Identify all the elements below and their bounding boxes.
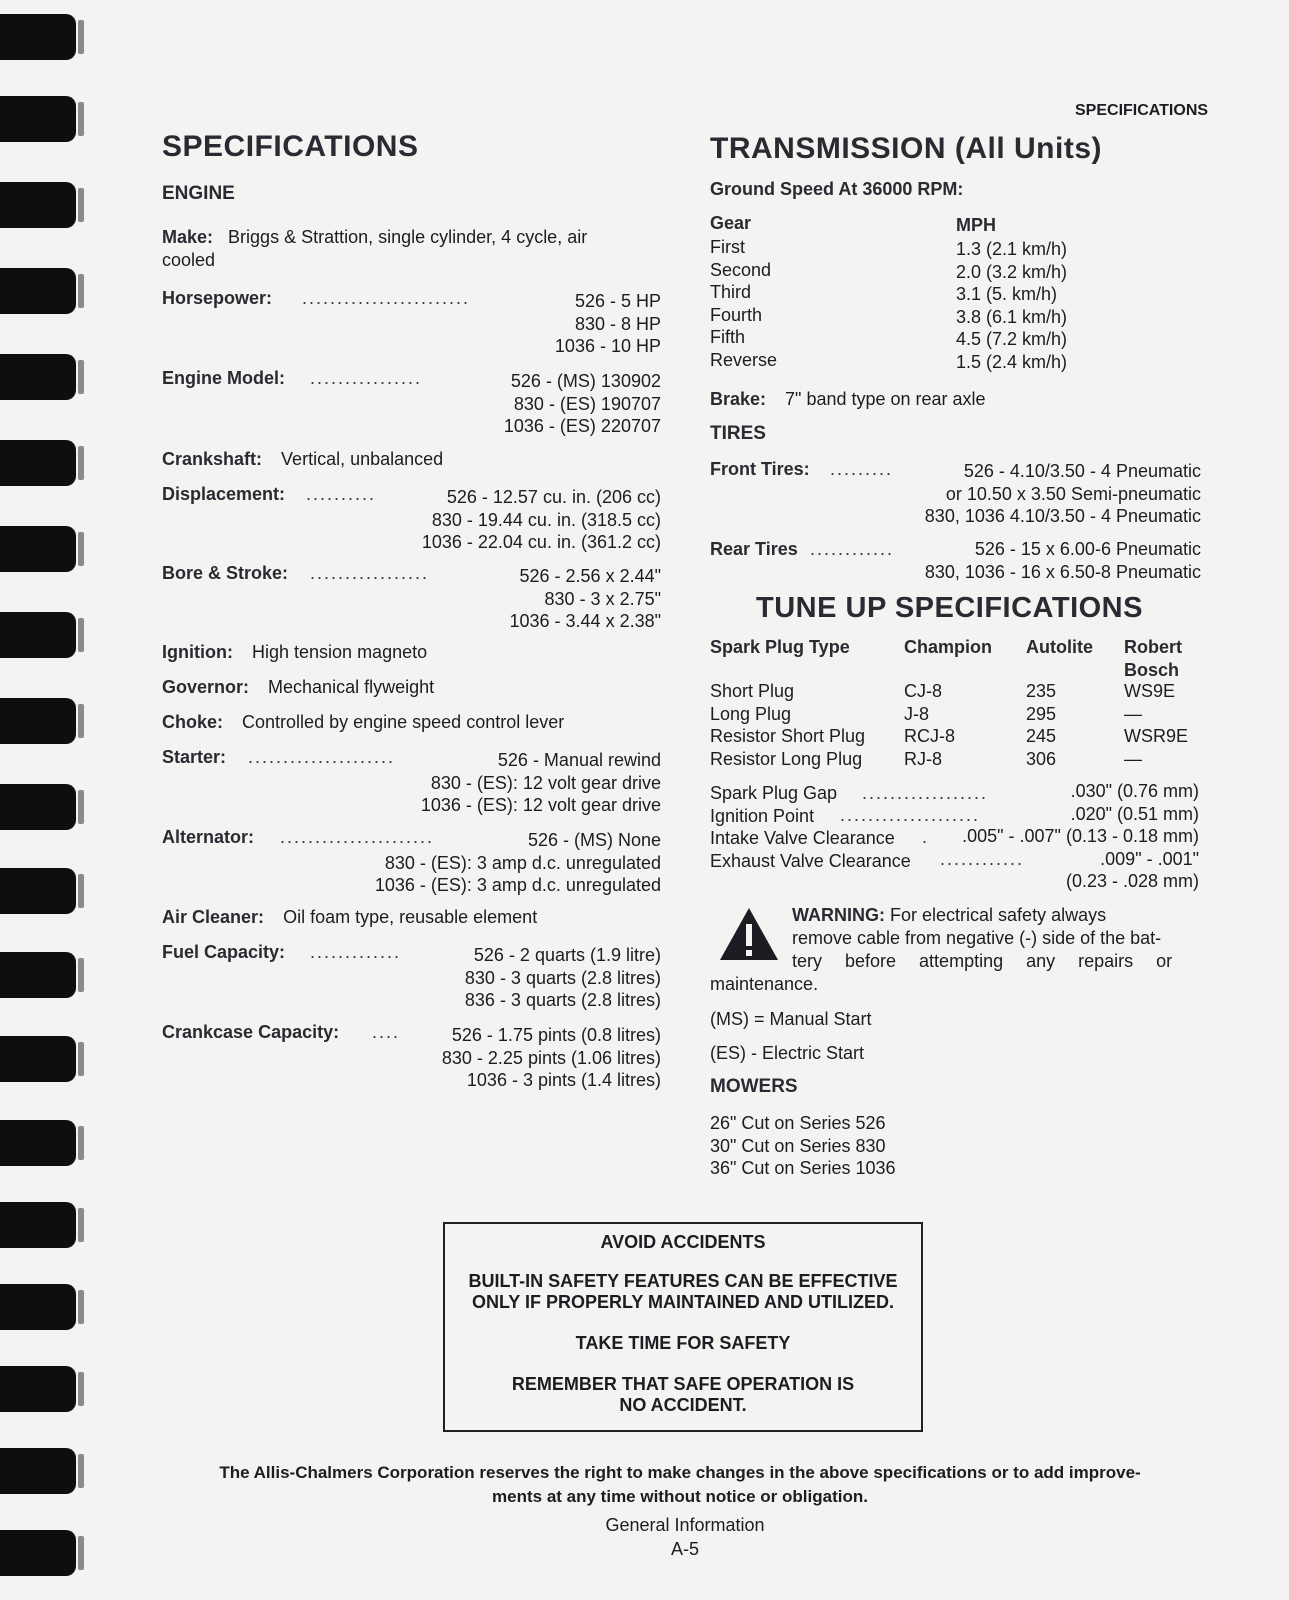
ignition-label: Ignition: (162, 642, 233, 662)
choke-value: Controlled by engine speed control lever (242, 712, 565, 732)
page-title: SPECIFICATIONS (162, 130, 419, 163)
spec-value: 526 - 2.56 x 2.44" (519, 566, 661, 586)
binding-ring (0, 612, 76, 658)
binding-ring (0, 96, 76, 142)
binding-ring (0, 1284, 76, 1330)
spec-value: 526 - 15 x 6.00-6 Pneumatic (974, 539, 1201, 559)
binding-ring (0, 868, 76, 914)
brake-label: Brake: (710, 389, 767, 409)
binding-ring (0, 952, 76, 998)
leader-dots: .......... (306, 484, 377, 504)
es-note: (ES) - Electric Start (710, 1043, 865, 1063)
make-spec (162, 226, 662, 271)
list-item: 30" Cut on Series 830 (710, 1135, 886, 1156)
warning-line: tery before attempting any repairs or (792, 951, 1173, 971)
binding-ring (0, 784, 76, 830)
fuel-capacity-label: Fuel Capacity: (162, 942, 286, 962)
spec-value: 836 - 3 quarts (2.8 litres) (464, 990, 661, 1010)
leader-dots: ............ (940, 849, 1025, 869)
bosch-header (1124, 636, 1182, 681)
table-cell: RCJ-8 (904, 726, 956, 746)
ground-speed-heading: Ground Speed At 36000 RPM: (710, 179, 964, 199)
front-tires-label: Front Tires: (710, 459, 810, 479)
disclaimer-line: The Allis-Chalmers Corporation reserves the right to make changes in the above specifications or to add improve- (219, 1463, 1141, 1482)
spec-value: 526 - 12.57 cu. in. (206 cc) (446, 487, 661, 507)
tuneup-title: TUNE UP SPECIFICATIONS (756, 592, 1143, 624)
crankcase-capacity-label: Crankcase Capacity: (162, 1022, 340, 1042)
crankshaft-label: Crankshaft: (162, 449, 263, 469)
table-cell: 306 (1026, 748, 1057, 769)
spec-value: 526 - Manual rewind (497, 750, 661, 770)
plug-type-header: Spark Plug Type (710, 637, 850, 657)
leader-dots: ................ (310, 368, 423, 388)
table-cell: Long Plug (710, 703, 792, 724)
spec-value: 830 - 8 HP (574, 313, 661, 334)
choke-label: Choke: (162, 712, 224, 732)
spec-value: 830 - 3 x 2.75" (544, 588, 661, 609)
spec-value: 830, 1036 - 16 x 6.50-8 Pneumatic (924, 561, 1201, 582)
spec-value: 830 - 3 quarts (2.8 litres) (464, 967, 661, 988)
engine-model-values (504, 370, 661, 438)
starter-label: Starter: (162, 747, 227, 767)
warning-line: remove cable from negative (-) side of the bat- (792, 928, 1162, 948)
crankshaft-value: Vertical, unbalanced (281, 449, 444, 469)
safety-notice-box (443, 1222, 923, 1432)
safety-line: REMEMBER THAT SAFE OPERATION IS (511, 1374, 855, 1394)
gear-name: Fourth (710, 304, 763, 325)
horsepower-label: Horsepower: (162, 288, 273, 308)
binding-ring (0, 1036, 76, 1082)
spiral-binding (0, 0, 96, 1600)
bore-stroke-values (510, 565, 662, 633)
binding-ring (0, 1366, 76, 1412)
ignition-spec (162, 641, 427, 664)
make-value-cont: cooled (162, 249, 216, 270)
starter-values (421, 749, 661, 817)
make-label: Make: (162, 227, 214, 247)
spec-value: 830 - (ES): 12 volt gear drive (430, 772, 661, 793)
leader-dots: ......... (830, 459, 894, 479)
spark-plug-gap-label: Spark Plug Gap (710, 783, 838, 803)
champion-header: Champion (904, 637, 992, 657)
choke-spec (162, 711, 564, 734)
brake-spec (710, 388, 986, 411)
gear-speed: 3.1 (5. km/h) (956, 284, 1058, 304)
gear-name: Reverse (710, 349, 778, 370)
list-item: 36" Cut on Series 1036 (710, 1158, 896, 1178)
table-cell: WS9E (1124, 681, 1176, 701)
tires-heading: TIRES (710, 423, 766, 444)
binding-ring (0, 1202, 76, 1248)
rear-tires-label: Rear Tires (710, 539, 798, 559)
mowers-list (710, 1112, 896, 1180)
table-cell: CJ-8 (904, 681, 943, 701)
exhaust-clearance-value: .009" - .001" (1100, 848, 1199, 869)
disclaimer-line: ments at any time without notice or obligation. (492, 1487, 868, 1506)
gear-speed: 3.8 (6.1 km/h) (956, 306, 1068, 327)
table-cell: RJ-8 (904, 748, 943, 769)
fuel-capacity-values (465, 944, 661, 1012)
spec-value: 526 - 2 quarts (1.9 litre) (473, 945, 661, 965)
spec-value: 1036 - (ES): 12 volt gear drive (420, 795, 661, 815)
spec-value: 1036 - 10 HP (554, 336, 661, 356)
leader-dots: . (922, 827, 930, 847)
leader-dots: .... (372, 1022, 401, 1042)
binding-ring (0, 698, 76, 744)
alternator-label: Alternator: (162, 827, 255, 847)
spec-value: 526 - 4.10/3.50 - 4 Pneumatic (963, 461, 1201, 481)
page-number: A-5 (670, 1539, 699, 1559)
leader-dots: .................... (840, 805, 981, 825)
exhaust-clearance-value-metric: (0.23 - .028 mm) (1065, 871, 1199, 891)
leader-dots: ...................... (280, 827, 435, 847)
governor-spec (162, 676, 434, 699)
binding-ring (0, 1120, 76, 1166)
alternator-values (375, 829, 661, 897)
spec-value: 526 - (MS) 130902 (510, 371, 661, 391)
spec-value: 1036 - 22.04 cu. in. (361.2 cc) (421, 532, 661, 552)
gear-list (710, 236, 777, 371)
engine-heading: ENGINE (162, 183, 235, 204)
bosch-header-line: Bosch (1124, 659, 1180, 680)
binding-ring (0, 1448, 76, 1494)
displacement-values (422, 486, 661, 554)
table-cell: WSR9E (1124, 726, 1189, 746)
running-head: SPECIFICATIONS (1075, 102, 1209, 119)
table-cell: 245 (1026, 726, 1057, 746)
gear-header: Gear (710, 213, 752, 233)
ignition-point-label: Ignition Point (710, 805, 815, 826)
table-cell: Resistor Short Plug (710, 726, 866, 746)
safety-line: TAKE TIME FOR SAFETY (575, 1333, 791, 1353)
table-cell: — (1124, 703, 1142, 724)
warning-triangle-icon (718, 906, 780, 962)
exhaust-clearance-label: Exhaust Valve Clearance (710, 850, 911, 871)
plug-types (710, 680, 865, 770)
governor-value: Mechanical flyweight (268, 677, 435, 697)
gear-name: Third (710, 282, 752, 302)
governor-label: Governor: (162, 677, 250, 697)
ignition-point-value: .020" (0.51 mm) (1070, 803, 1199, 824)
spec-value: 1036 - 3 pints (1.4 litres) (466, 1070, 661, 1090)
bosch-header-line: Robert (1124, 637, 1182, 657)
mph-list (956, 238, 1067, 373)
leader-dots: .................. (862, 783, 989, 803)
safety-line: NO ACCIDENT. (619, 1395, 747, 1415)
spec-value: 830 - 2.25 pints (1.06 litres) (441, 1047, 661, 1068)
disclaimer (160, 1463, 1200, 1507)
binding-ring (0, 354, 76, 400)
spec-value: 830, 1036 4.10/3.50 - 4 Pneumatic (924, 506, 1201, 526)
gear-speed: 1.5 (2.4 km/h) (956, 351, 1068, 372)
crankcase-capacity-values (442, 1024, 661, 1092)
spec-value: or 10.50 x 3.50 Semi-pneumatic (945, 483, 1201, 504)
spec-value: 526 - 5 HP (574, 291, 661, 311)
table-cell: 235 (1026, 681, 1057, 701)
air-cleaner-label: Air Cleaner: (162, 907, 265, 927)
engine-model-label: Engine Model: (162, 368, 285, 388)
spec-value: 830 - 19.44 cu. in. (318.5 cc) (431, 509, 661, 530)
binding-ring (0, 182, 76, 228)
spec-value: 1036 - (ES): 3 amp d.c. unregulated (374, 875, 661, 895)
spark-plug-gap-value: .030" (0.76 mm) (1070, 781, 1199, 801)
warning-line: maintenance. (710, 974, 819, 994)
spec-value: 830 - (ES) 190707 (513, 393, 661, 414)
air-cleaner-value: Oil foam type, reusable element (283, 907, 538, 927)
intake-clearance-label: Intake Valve Clearance (710, 828, 895, 848)
leader-dots: ................. (310, 563, 430, 583)
leader-dots: ........................ (302, 288, 471, 308)
air-cleaner-spec (162, 906, 537, 929)
footer-section: General Information (605, 1515, 765, 1535)
gear-name: Second (710, 259, 772, 280)
table-cell: — (1124, 748, 1142, 769)
table-cell: 295 (1026, 703, 1057, 724)
leader-dots: ..................... (248, 747, 396, 767)
table-cell: Resistor Long Plug (710, 748, 863, 769)
gear-speed: 4.5 (7.2 km/h) (956, 329, 1068, 349)
champion-values (904, 680, 955, 770)
gear-speed: 2.0 (3.2 km/h) (956, 261, 1068, 282)
warning-line: For electrical safety always (890, 905, 1107, 925)
safety-line: BUILT-IN SAFETY FEATURES CAN BE EFFECTIVE (468, 1271, 898, 1291)
gear-name: Fifth (710, 327, 746, 347)
binding-ring (0, 440, 76, 486)
safety-line: AVOID ACCIDENTS (600, 1232, 766, 1252)
safety-line: ONLY IF PROPERLY MAINTAINED AND UTILIZED. (471, 1292, 895, 1312)
spec-value: 830 - (ES): 3 amp d.c. unregulated (384, 852, 661, 873)
gear-name: First (710, 237, 745, 257)
leader-dots: ............. (310, 942, 402, 962)
binding-ring (0, 1530, 76, 1576)
brake-value: 7" band type on rear axle (785, 389, 986, 409)
ignition-value: High tension magneto (252, 642, 428, 662)
bore-stroke-label: Bore & Stroke: (162, 563, 289, 583)
intake-clearance-value: .005" - .007" (0.13 - 0.18 mm) (962, 826, 1199, 846)
clearance-values (962, 780, 1199, 893)
front-tires-values (925, 460, 1201, 528)
spec-value: 1036 - 3.44 x 2.38" (509, 611, 661, 631)
spec-value: 1036 - (ES) 220707 (503, 416, 661, 436)
warning-text (792, 904, 1194, 927)
mph-header: MPH (956, 215, 996, 235)
list-item: 26" Cut on Series 526 (710, 1113, 886, 1133)
autolite-header: Autolite (1026, 637, 1093, 657)
warning-label: WARNING: (792, 905, 885, 925)
make-value: Briggs & Strattion, single cylinder, 4 cycle, air (228, 227, 588, 247)
table-cell: J-8 (904, 703, 930, 724)
transmission-title: TRANSMISSION (All Units) (710, 132, 1102, 165)
binding-ring (0, 526, 76, 572)
rear-tires-values (925, 538, 1201, 583)
horsepower-values (555, 290, 661, 358)
displacement-label: Displacement: (162, 484, 286, 504)
mowers-heading: MOWERS (710, 1076, 798, 1097)
binding-ring (0, 14, 76, 60)
bosch-values (1124, 680, 1188, 770)
binding-ring (0, 268, 76, 314)
table-cell: Short Plug (710, 681, 795, 701)
gear-speed: 1.3 (2.1 km/h) (956, 239, 1068, 259)
spec-value: 526 - (MS) None (527, 830, 661, 850)
ms-note: (MS) = Manual Start (710, 1009, 872, 1029)
leader-dots: ............ (810, 539, 895, 559)
spec-value: 526 - 1.75 pints (0.8 litres) (451, 1025, 661, 1045)
autolite-values (1026, 680, 1056, 770)
crankshaft-spec (162, 448, 443, 471)
